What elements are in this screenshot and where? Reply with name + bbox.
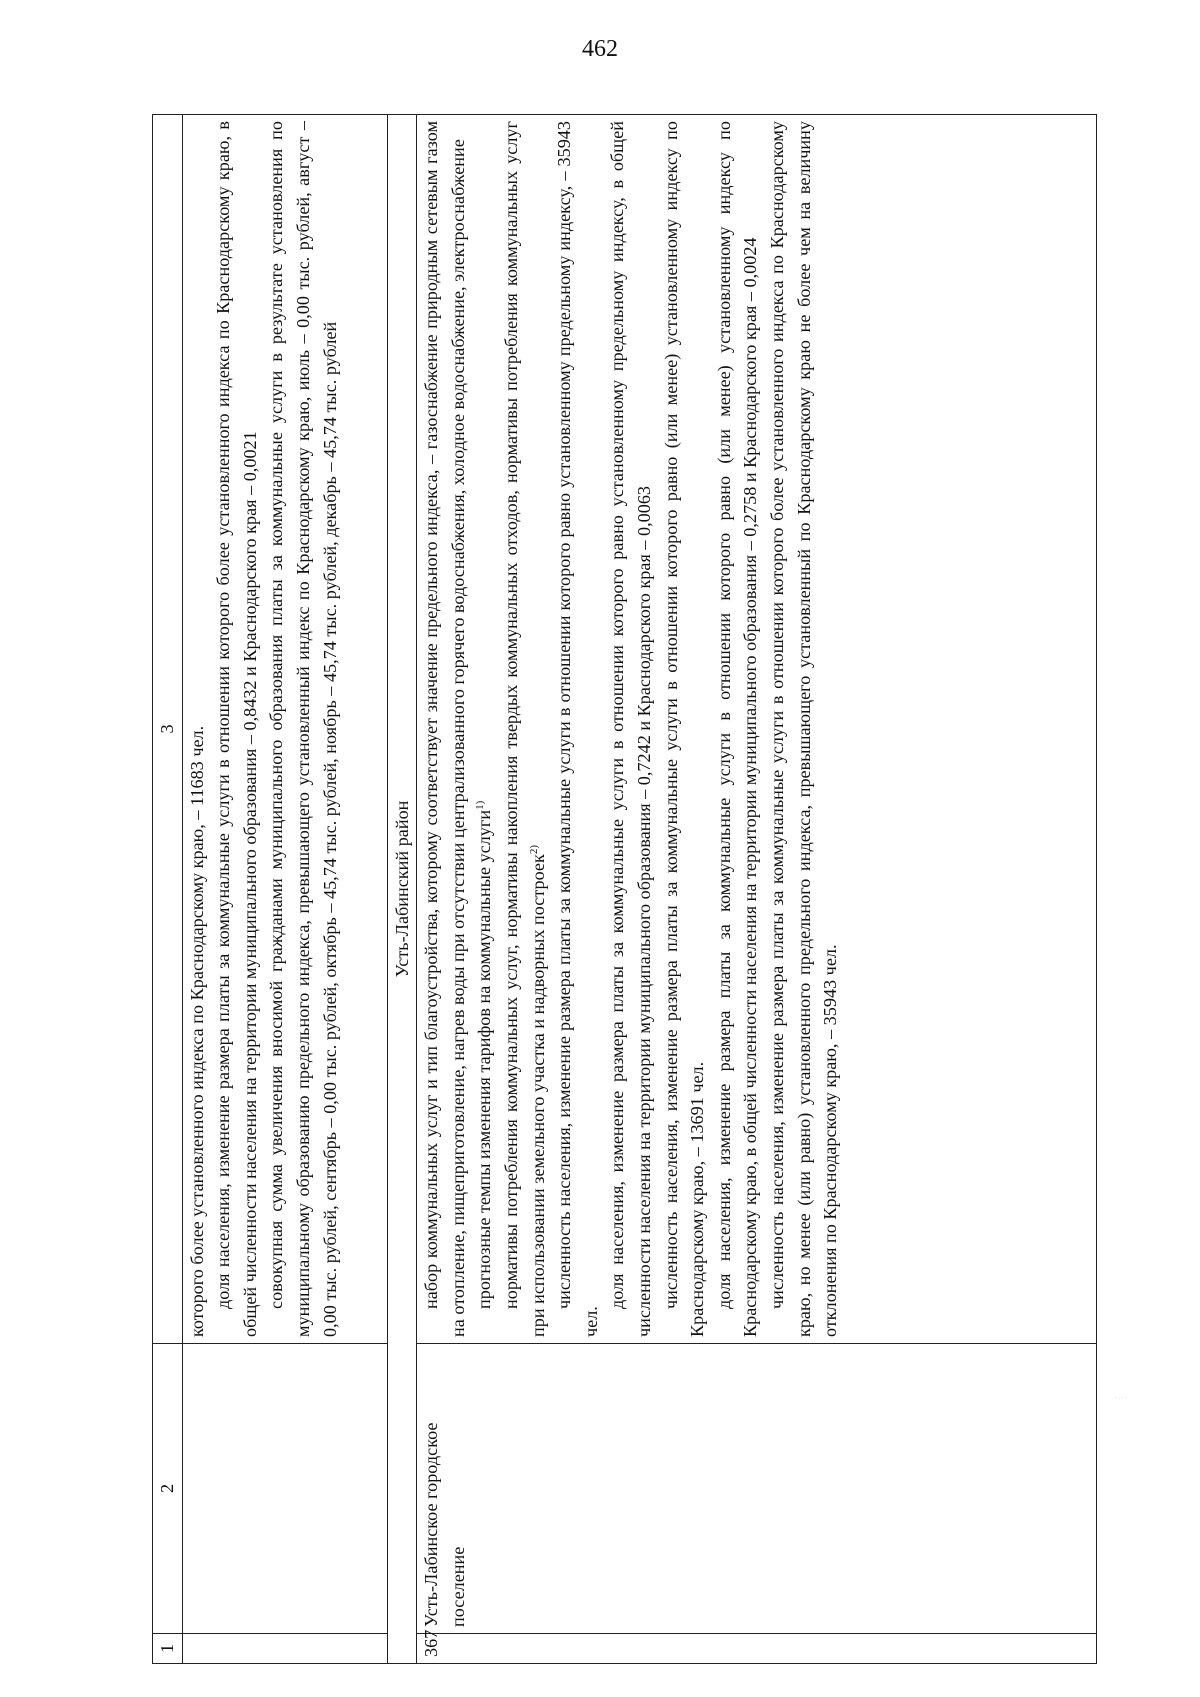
entry-p3-text: нормативы потребления коммунальных услуг, нормативы накопления твердых коммунальных отходов, нормативы потребления коммунальных услуг при использовании земельного участка и надворных построек (500, 121, 548, 1337)
section-title: Усть-Лабинский район (387, 115, 417, 1664)
page-number: 462 (582, 36, 618, 62)
entry-p3 (498, 121, 551, 1337)
header-col-1: 1 (153, 1634, 183, 1664)
header-col-3: 3 (153, 115, 183, 1344)
entry-p2 (471, 121, 498, 1337)
header-col-2: 2 (153, 1344, 183, 1634)
entry-p2-text: прогнозные темпы изменения тарифов на коммунальные услуги (474, 809, 495, 1309)
entry-p7: доля населения, изменение размера платы за коммунальные услуги в отношении которого равно (или менее) установленному индексу по Краснодарскому краю, в общей численности населения на территории муниципального образования – 0,2758 и Краснодарского края – 0,0024 (713, 121, 761, 1337)
entry-name: Усть-Лабинское городское поселение (417, 1344, 1097, 1634)
continuation-text-1: которого более установленного индекса по Краснодарскому краю, – 11683 чел. (186, 725, 207, 1337)
entry-number: 367 (417, 1634, 1097, 1664)
section-row (387, 115, 417, 1664)
continuation-text-cell (182, 115, 387, 1344)
footnote-1-marker: 1) (474, 800, 487, 810)
continuation-name-cell (182, 1344, 387, 1634)
rotated-table-wrapper (152, 114, 1097, 1664)
entry-p1: набор коммунальных услуг и тип благоустройства, которому соответствует значение предельного индекса, – газоснабжение природным сетевым газом на отопление, пищеприготовление, нагрев воды при отсутствии централизованного горячего водоснабжения, холодное водоснабжение, электроснабжение (421, 121, 468, 1337)
entry-p8: численность населения, изменение размера платы за коммунальные услуги в отношении которого более установленного индекса по Краснодарскому краю, но менее (или равно) установленного предельного индекса, превышающего установленный по Краснодарскому краю не более чем на величину отклонения по Краснодарскому краю, – 35943 чел. (766, 121, 841, 1337)
continuation-text-3: совокупная сумма увеличения вносимой гражданами муниципального образования платы за коммунальные услуги в результате установления по муниципальному образованию предельного индекса, превышающего установленный индекс по Краснодарскому краю, июль – 0,00 тыс. рублей, август – 0,00 тыс. рублей, сентябрь – 0,00 тыс. рублей, октябрь – 45,74 тыс. рублей, ноябрь – 45,74 тыс. рублей, декабрь – 45,74 тыс. рублей (266, 121, 340, 1337)
header-row (153, 115, 183, 1664)
continuation-number-cell (182, 1634, 387, 1664)
entry-p4: численность населения, изменение размера платы за коммунальные услуги в отношении которого равно установленному предельному индексу, – 35943 чел. (554, 121, 601, 1337)
indices-table (152, 114, 1097, 1664)
footnote-2-marker: 2) (527, 844, 540, 855)
entry-p5: доля населения, изменение размера платы за коммунальные услуги в отношении которого равно установленному предельному индексу, в общей численности населения на территории муниципального образования – 0,7242 и Краснодарского края – 0,0063 (607, 121, 654, 1337)
continuation-text-2: доля населения, изменение размера платы за коммунальные услуги в отношении которого более установленного индекса по Краснодарскому краю, в общей численности населения на территории муниципального образования – 0,8432 и Краснодарского края – 0,0021 (213, 121, 260, 1337)
entry-p6: численность населения, изменение размера платы за коммунальные услуги в отношении которого равно (или менее) установленному индексу по Краснодарскому краю, – 13691 чел. (660, 121, 708, 1337)
scan-speck: · . · · (1115, 1395, 1127, 1401)
entry-details (417, 115, 1097, 1344)
table-row (417, 115, 1097, 1664)
continuation-row (182, 115, 387, 1664)
